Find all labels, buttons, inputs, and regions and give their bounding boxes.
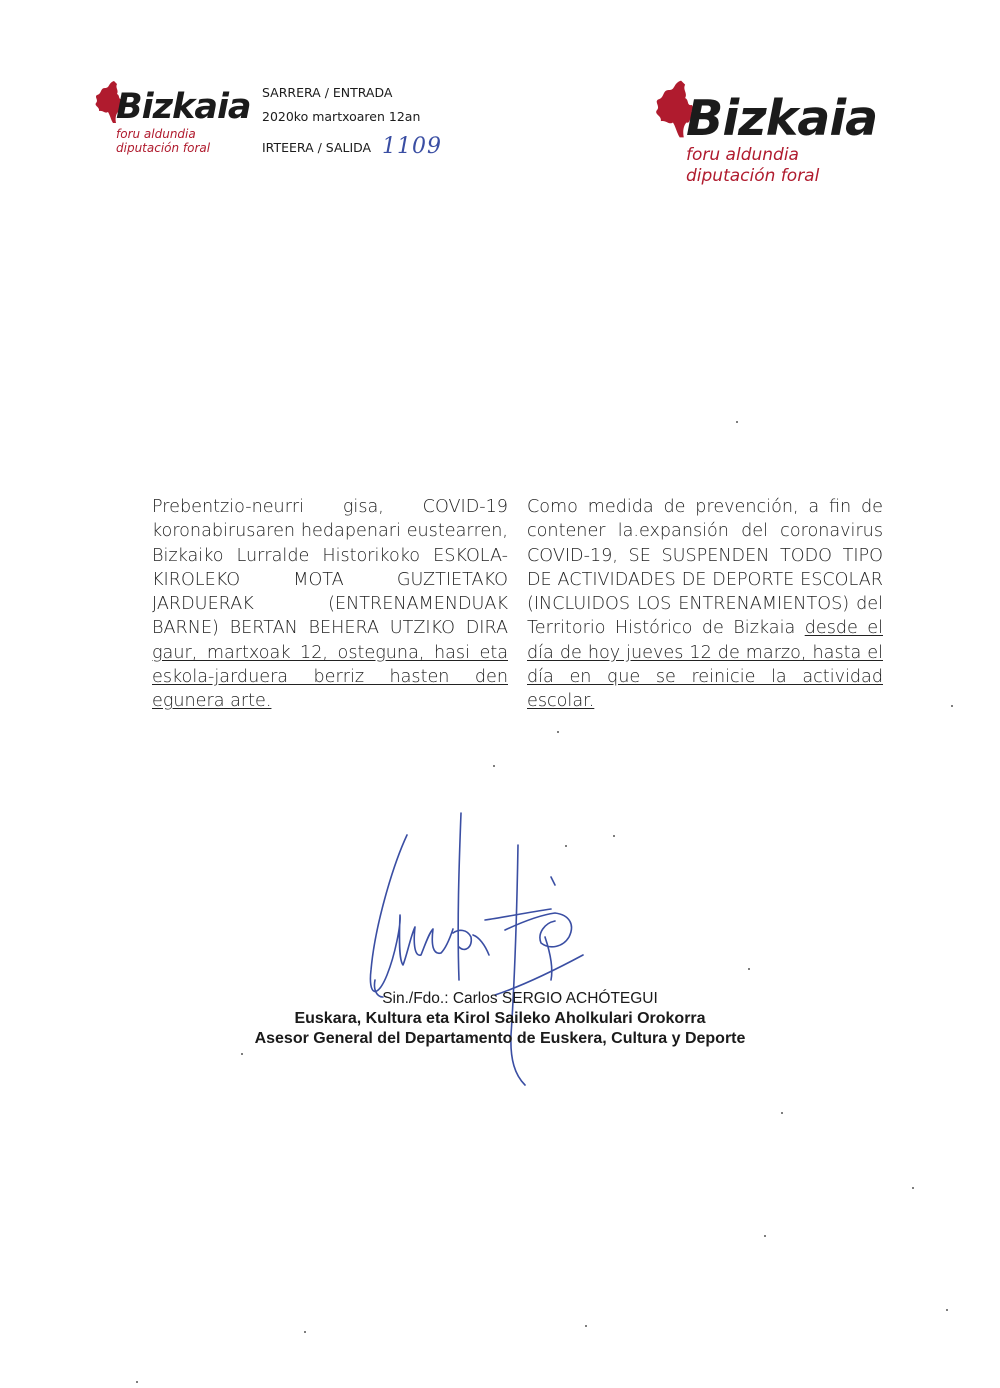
logo-subtitle-es: diputación foral xyxy=(116,140,211,155)
stamp-entry-label: SARRERA / ENTRADA xyxy=(262,85,393,100)
logo-subtitle xyxy=(116,128,210,156)
logo-subtitle-eu: foru aldundia xyxy=(686,145,799,165)
logo-wordmark: Bizkaia xyxy=(116,87,251,127)
scan-speck xyxy=(946,1309,948,1311)
logo-subtitle-es: diputación foral xyxy=(686,166,820,187)
scan-speck xyxy=(764,1235,766,1237)
notice-spanish-main: Como medida de prevención, a fin de contener la.expansión del coronavirus COVID-19, SE SUSPENDEN TODO TIPO DE ACTIVIDADES DE DEPORTE ESCOLAR (INCLUIDOS LOS ENTRENAMIENTOS) del Territorio Histórico de Bizkaia xyxy=(527,497,883,639)
scan-speck xyxy=(241,1053,243,1055)
scan-speck xyxy=(912,1187,914,1189)
signer-title-spanish: Asesor General del Departamento de Euskera, Cultura y Deporte xyxy=(254,1030,746,1047)
scan-speck xyxy=(951,705,953,707)
scan-speck xyxy=(748,968,750,970)
handwritten-signature xyxy=(355,805,605,1095)
logo-wordmark: Bizkaia xyxy=(686,90,878,147)
scan-speck xyxy=(565,845,567,847)
scan-speck xyxy=(304,1331,306,1333)
signer-title-basque: Euskara, Kultura eta Kirol Saileko Aholkulari Orokorra xyxy=(294,1010,706,1027)
handwritten-registry-number: 1109 xyxy=(382,134,442,159)
notice-text-basque xyxy=(152,495,508,714)
scan-speck xyxy=(585,1325,587,1327)
scan-speck xyxy=(136,1381,138,1383)
notice-spanish-dates: desde el día de hoy jueves 12 de marzo, hasta el día en que se reinicie la actividad escolar. xyxy=(527,618,883,712)
bizkaia-logo-large xyxy=(654,78,884,193)
scan-speck xyxy=(493,765,495,767)
stamp-date: 2020ko martxoaren 12an xyxy=(262,109,421,124)
scan-speck xyxy=(557,731,559,733)
scan-speck xyxy=(613,835,615,837)
bizkaia-logo-small xyxy=(94,80,254,160)
signed-by: Sin./Fdo.: Carlos SERGIO ACHÓTEGUI xyxy=(382,990,658,1007)
logo-subtitle-eu: foru aldundia xyxy=(116,127,196,141)
stamp-exit-label: IRTEERA / SALIDA xyxy=(262,140,372,155)
scan-speck xyxy=(781,1112,783,1114)
scan-speck xyxy=(736,421,738,423)
notice-basque-dates: gaur, martxoak 12, osteguna, hasi eta eskola-jarduera berriz hasten den egunera arte. xyxy=(152,642,508,712)
notice-text-spanish xyxy=(527,495,883,714)
notice-basque-main: Prebentzio-neurri gisa, COVID-19 koronabirusaren hedapenari eustearren, Bizkaiko Lurralde Historikoko ESKOLA-KIROLEKO MOTA GUZTIETAKO JARDUERAK (ENTRENAMENDUAK BARNE) BERTAN BEHERA UTZIKO DIRA xyxy=(152,497,508,639)
logo-subtitle xyxy=(686,145,819,188)
